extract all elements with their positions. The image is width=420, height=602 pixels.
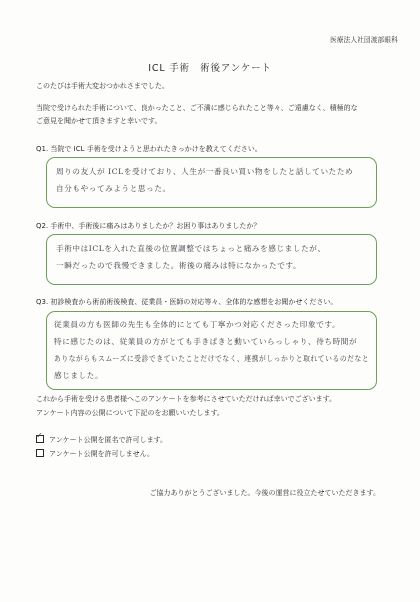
clinic-name: 医療法人社団渡部眼科 <box>330 36 398 44</box>
answer-3-box <box>46 311 377 390</box>
option-no-publish-label: アンケート公開を許可しません。 <box>49 450 154 458</box>
answer-3-line-2: 特に感じたのは、従業員の方がとても手きぱきと動いていらっしゃり、待ち時間が <box>54 337 358 346</box>
answer-3-line-3: ありながらもスムーズに受診できていたことだけでなく、連携がしっかりと取れているのだなと <box>54 354 370 363</box>
page-title: ICL 手術 術後アンケート <box>148 63 272 74</box>
answer-3-line-1: 従業員の方も医師の先生も全体的にとても丁寧かつ対応くださった印象です。 <box>54 320 341 329</box>
question-1-label: Q1. 当院で ICL 手術を受けようと思われたきっかけを教えてください。 <box>36 145 262 153</box>
answer-2-line-2: 一瞬だったので我慢できました。術後の痛みは特になかったです。 <box>56 261 302 270</box>
answer-1-line-1: 周りの友人が ICLを受けており、人生が一番良い買い物をしたと話していたため <box>56 167 354 176</box>
intro-line-1: このたびは手術大変おつかれさまでした。 <box>36 82 169 90</box>
check-icon: ✓ <box>36 430 43 440</box>
answer-1-box <box>46 157 377 208</box>
answer-2-line-1: 手術中はICLを入れた直後の位置調整ではちょっと痛みを感じましたが、 <box>56 244 326 253</box>
outro-line-1: これから手術を受ける患者様へこのアンケートを参考にさせていただければ幸いでございます。 <box>36 395 337 403</box>
option-anonymous-label: アンケート公開を匿名で許可します。 <box>49 436 168 444</box>
outro-line-2: アンケート内容の公開について下記のをお願いいたします。 <box>36 409 224 417</box>
intro-line-2: 当院で受けられた手術について、良かったこと、ご不満に感じられたこと等々、ご遠慮なく、積極的な <box>36 104 358 112</box>
answer-1-line-2: 自分もやってみようと思った。 <box>56 184 171 193</box>
answer-3-line-4: 感じました。 <box>54 371 104 380</box>
answer-2-box <box>46 234 377 285</box>
question-3-label: Q3. 初診検査から術前術後検査、従業員・医師の対応等々、全体的な感想をお聞かせください。 <box>36 298 338 306</box>
closing-message: ご協力ありがとうございました。今後の運営に役立たせていただきます。 <box>149 489 380 497</box>
checkbox-unchecked[interactable] <box>36 449 44 457</box>
question-2-label: Q2. 手術中、手術後に痛みはありましたか？お困り事はありましたか？ <box>36 222 261 230</box>
intro-line-3: ご意見を聞かせて頂きますと幸いです。 <box>36 117 162 125</box>
option-no-publish[interactable] <box>36 448 154 459</box>
option-anonymous-publish[interactable] <box>36 430 168 445</box>
checkbox-checked[interactable] <box>36 430 44 443</box>
